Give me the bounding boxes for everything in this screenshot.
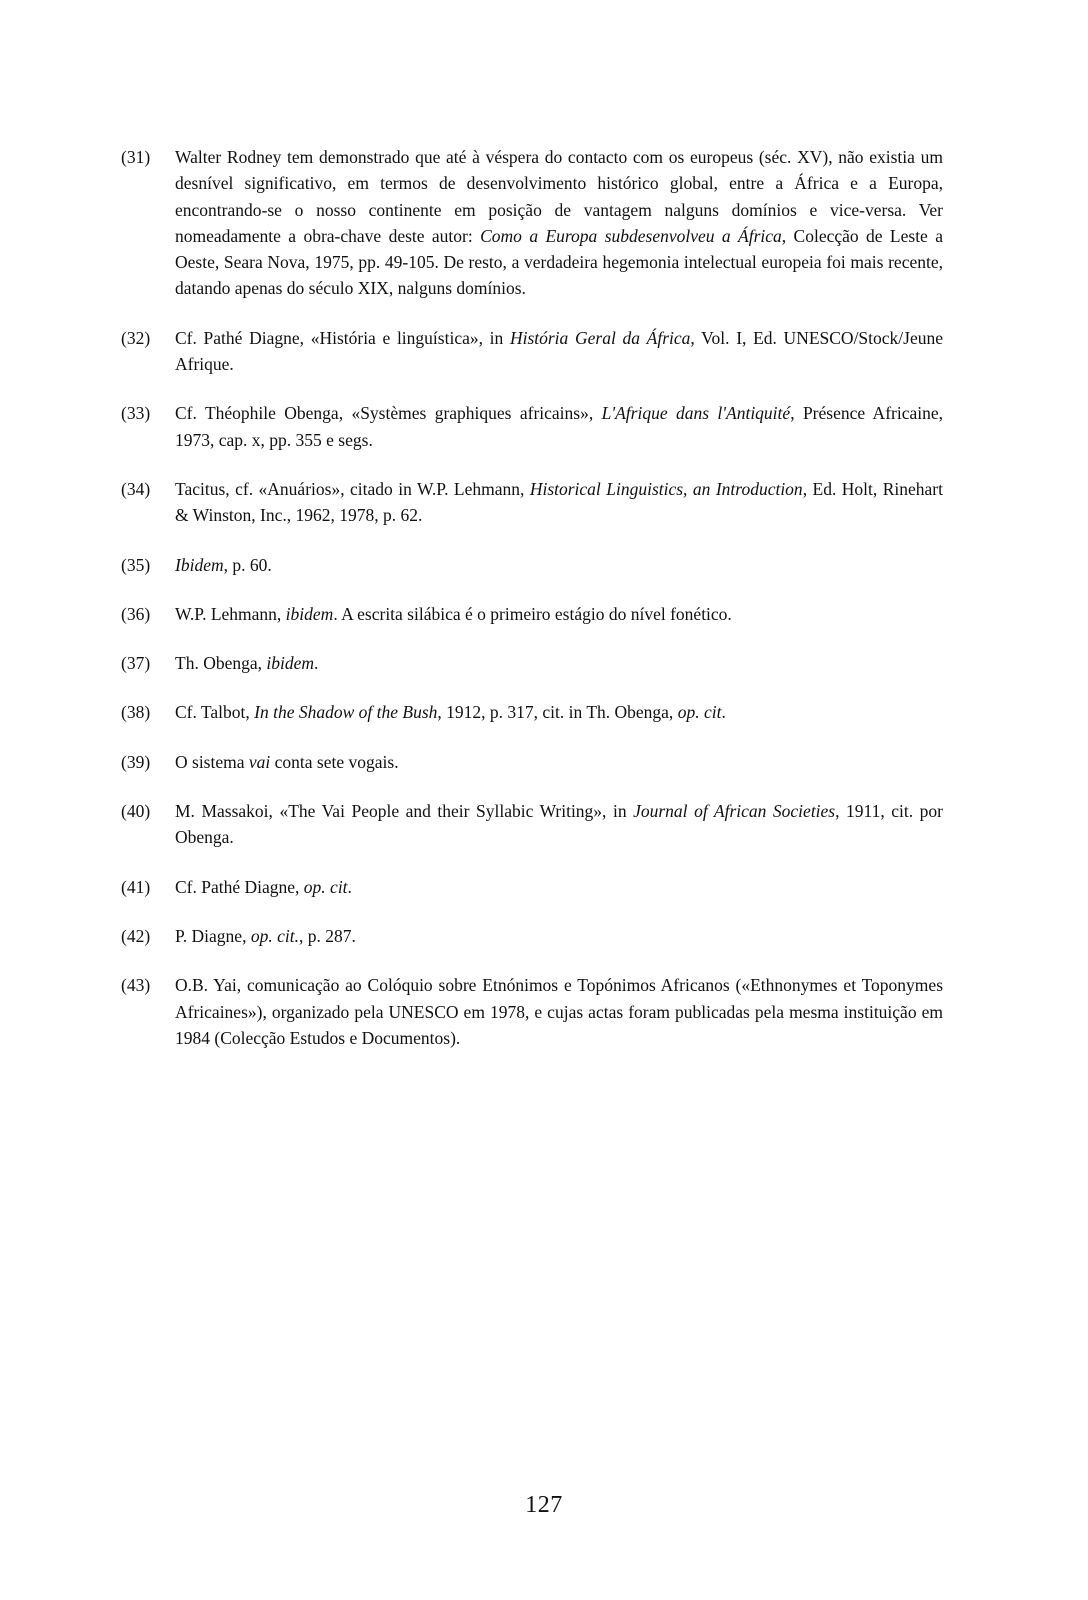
endnote-36 bbox=[121, 601, 943, 627]
endnote-text: Cf. Théophile Obenga, «Systèmes graphiques africains», L'Afrique dans l'Antiquité, Présence Africaine, 1973, cap. x, pp. 355 e segs. bbox=[175, 403, 943, 450]
endnote-text: Cf. Pathé Diagne, op. cit. bbox=[175, 876, 352, 897]
endnote-42 bbox=[121, 923, 943, 949]
book-title: L'Afrique dans l'Antiquité bbox=[601, 403, 791, 424]
book-title: Historical Linguistics, an Introduction bbox=[529, 478, 803, 499]
book-title: Como a Europa subdesenvolveu a África bbox=[480, 225, 782, 246]
endnote-text: W.P. Lehmann, ibidem. A escrita silábica é o primeiro estágio do nível fonético. bbox=[175, 603, 732, 624]
endnote-number: (43) bbox=[121, 975, 151, 996]
endnote-number: (41) bbox=[121, 876, 151, 897]
endnote-35 bbox=[121, 552, 943, 578]
endnote-text: Tacitus, cf. «Anuários», citado in W.P. Lehmann, Historical Linguistics, an Introduction, Ed. Holt, Rinehart & Winston, Inc., 1962, 1978, p. 62. bbox=[175, 478, 943, 526]
endnote-number: (38) bbox=[121, 702, 151, 723]
endnote-40 bbox=[121, 798, 943, 851]
endnote-text: M. Massakoi, «The Vai People and their Syllabic Writing», in Journal of African Societies, 1911, cit. por Obenga. bbox=[175, 801, 944, 848]
endnote-text: Th. Obenga, ibidem. bbox=[175, 653, 319, 674]
endnote-34 bbox=[121, 476, 943, 529]
endnote-32 bbox=[121, 325, 943, 378]
endnote-text: Cf. Pathé Diagne, «História e linguística», in História Geral da África, Vol. I, Ed. UNESCO/Stock/Jeune Afrique. bbox=[175, 327, 944, 375]
endnote-43 bbox=[121, 972, 943, 1051]
citation-abbrev: op. cit bbox=[303, 876, 348, 897]
endnote-number: (36) bbox=[121, 603, 151, 624]
citation-abbrev: ibidem bbox=[285, 603, 334, 624]
endnote-number: (42) bbox=[121, 925, 151, 946]
endnote-text: O.B. Yai, comunicação ao Colóquio sobre Etnónimos e Topónimos Africanos («Ethnonymes et Toponymes Africaines»), organizado pela UNESCO em 1978, e cujas actas foram publicadas pela mesma instituição em 1984 (Colecção Estudos e Documentos). bbox=[175, 975, 943, 1048]
endnote-number: (37) bbox=[121, 653, 151, 674]
page-number: 127 bbox=[525, 1492, 563, 1518]
endnote-text: P. Diagne, op. cit., p. 287. bbox=[175, 925, 356, 946]
endnote-number: (33) bbox=[121, 403, 151, 424]
endnote-number: (34) bbox=[121, 478, 151, 499]
endnote-number: (39) bbox=[121, 751, 151, 772]
endnote-text: Ibidem, p. 60. bbox=[175, 554, 272, 575]
endnote-41 bbox=[121, 874, 943, 900]
endnote-number: (31) bbox=[121, 147, 151, 167]
citation-abbrev: Ibidem bbox=[175, 554, 224, 575]
endnote-33 bbox=[121, 400, 943, 453]
endnote-39 bbox=[121, 749, 943, 775]
endnote-text: O sistema vai conta sete vogais. bbox=[175, 751, 399, 772]
journal-title: Journal of African Societies bbox=[633, 801, 836, 822]
book-title: História Geral da África bbox=[509, 327, 691, 348]
endnote-number: (40) bbox=[121, 801, 151, 822]
book-title: In the Shadow of the Bush bbox=[254, 702, 438, 723]
endnote-31 bbox=[121, 144, 943, 302]
endnote-text: Cf. Talbot, In the Shadow of the Bush, 1912, p. 317, cit. in Th. Obenga, op. cit. bbox=[175, 702, 726, 723]
citation-abbrev: op. cit bbox=[677, 702, 722, 723]
citation-abbrev: op. cit. bbox=[250, 925, 299, 946]
endnote-number: (35) bbox=[121, 554, 151, 575]
endnote-number: (32) bbox=[121, 327, 151, 348]
language-name: vai bbox=[248, 751, 271, 772]
citation-abbrev: ibidem bbox=[266, 653, 315, 674]
endnote-38 bbox=[121, 699, 943, 725]
endnote-text: Walter Rodney tem demonstrado que até à véspera do contacto com os europeus (séc. XV), não existia um desnível significativo, em termos de desenvolvimento histórico global, entre a África e a Europa, encontrando-se o nosso continente em posição de vantagem nalguns domínios e vice-versa. Ver nomeadamente a obra-chave deste autor: Como a Europa subdesenvolveu a África, Colecção de Leste a Oeste, Seara Nova, 1975, pp. 49-105. De resto, a verdadeira hegemonia intelectual europeia foi mais recente, datando apenas do século XIX, nalguns domínios. bbox=[175, 147, 943, 299]
endnote-37 bbox=[121, 650, 943, 676]
endnotes-list bbox=[121, 144, 943, 1074]
